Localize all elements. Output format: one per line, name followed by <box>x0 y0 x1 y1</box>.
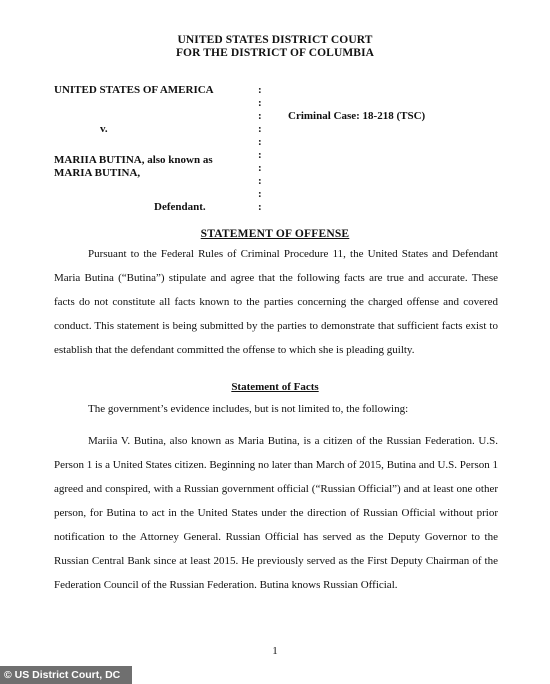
plaintiff-name: UNITED STATES OF AMERICA <box>54 84 214 96</box>
caption-colon: : <box>258 149 262 161</box>
caption-colon: : <box>258 188 262 200</box>
court-district-line: FOR THE DISTRICT OF COLUMBIA <box>175 47 375 59</box>
court-name-line: UNITED STATES DISTRICT COURT <box>177 34 373 46</box>
caption-colon: : <box>258 136 262 148</box>
facts-heading: Statement of Facts <box>231 381 319 393</box>
caption-colon: : <box>258 175 262 187</box>
facts-paragraph: Mariia V. Butina, also known as Maria Butina, is a citizen of the Russian Federation. U.S. Person 1 is a United States citizen. Beginning no later than March of 2015, Butina and U.S. Person 1 agreed and conspired, with a Russian government official (“Russian Official”) and at least one other person, for Butina to act in the United States under the direction of Russian Official without prior notification to the Attorney General. Russian Official has served as the Deputy Governor to the Russian Central Bank since at least 2015. He previously served as the First Deputy Chairman of the Federation Council of the Russian Federation. Butina knows Russian Official. <box>54 435 498 591</box>
defendant-name-line-1: MARIIA BUTINA, also known as <box>54 154 213 166</box>
criminal-case-number: Criminal Case: 18-218 (TSC) <box>288 110 426 122</box>
caption-colon: : <box>258 201 262 213</box>
caption-colon: : <box>258 162 262 174</box>
document-title: STATEMENT OF OFFENSE <box>200 228 350 240</box>
intro-paragraph: Pursuant to the Federal Rules of Criminal Procedure 11, the United States and Defendant Maria Butina (“Butina”) stipulate and agree that the following facts are true and accurate. These facts do not constitute all facts known to the parties concerning the charged offense and covered conduct. This statement is being submitted by the parties to demonstrate that sufficient facts exist to establish that the defendant committed the offense to which she is pleading guilty. <box>54 248 498 356</box>
evidence-paragraph: The government’s evidence includes, but is not limited to, the following: <box>88 403 409 415</box>
caption-colon: : <box>258 84 262 96</box>
image-credit-bar: © US District Court, DC <box>0 666 132 684</box>
caption-colon: : <box>258 97 262 109</box>
caption-colon: : <box>258 110 262 122</box>
versus-label: v. <box>100 123 108 135</box>
court-header <box>0 34 550 60</box>
defendant-name-line-2: MARIA BUTINA, <box>54 167 141 179</box>
page-number: 1 <box>272 645 278 657</box>
caption-colon: : <box>258 123 262 135</box>
defendant-role-label: Defendant. <box>154 201 206 213</box>
